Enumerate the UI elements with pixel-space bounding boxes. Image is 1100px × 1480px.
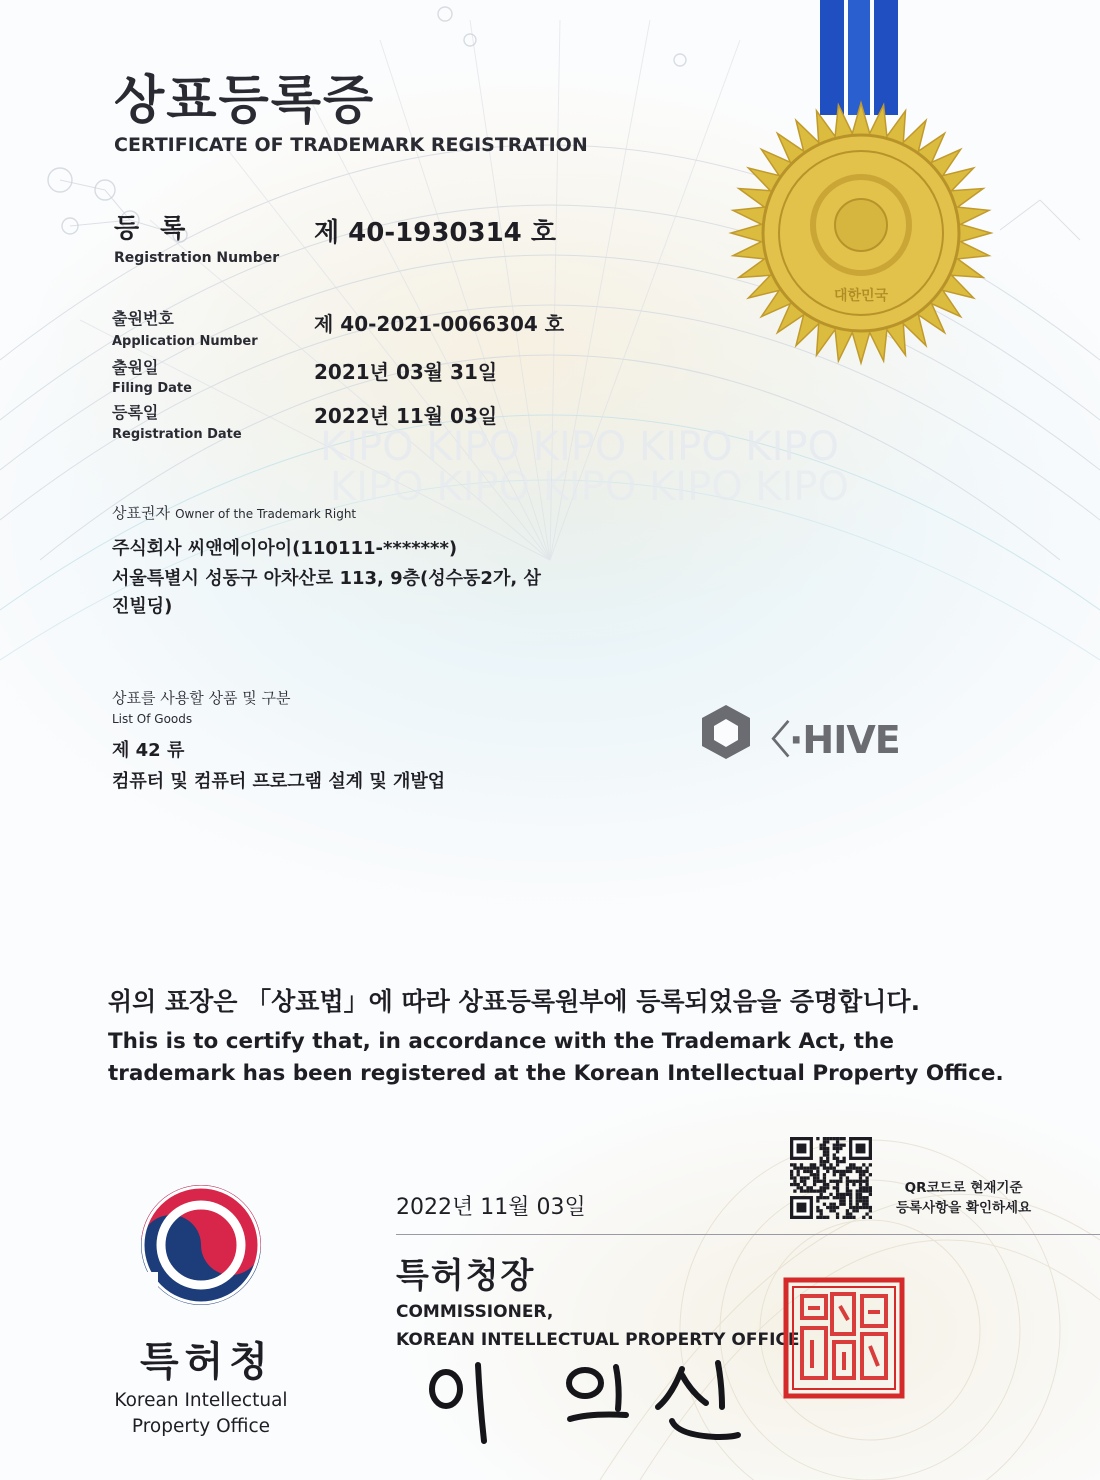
divider-line xyxy=(396,1234,1100,1235)
qr-module xyxy=(823,1176,826,1179)
qr-module xyxy=(790,1170,793,1173)
qr-module xyxy=(800,1180,803,1183)
qr-module xyxy=(849,1203,852,1206)
qr-module xyxy=(806,1170,809,1173)
qr-module xyxy=(852,1167,855,1170)
qr-module xyxy=(852,1209,855,1212)
qr-module xyxy=(797,1170,800,1173)
qr-module xyxy=(859,1176,862,1179)
qr-module xyxy=(839,1144,842,1147)
official-stamp xyxy=(782,1276,906,1400)
qr-module xyxy=(849,1196,852,1199)
qr-module xyxy=(842,1203,845,1206)
qr-module xyxy=(829,1193,832,1196)
commissioner-en-line1: COMMISSIONER, xyxy=(396,1302,554,1322)
qr-module xyxy=(839,1199,842,1202)
qr-module xyxy=(810,1163,813,1166)
qr-module xyxy=(846,1180,849,1183)
qr-module xyxy=(865,1167,868,1170)
qr-module xyxy=(820,1157,823,1160)
qr-module xyxy=(813,1163,816,1166)
qr-module xyxy=(797,1173,800,1176)
qr-module xyxy=(823,1160,826,1163)
qr-module xyxy=(859,1180,862,1183)
filing-label-en: Filing Date xyxy=(112,381,192,396)
qr-module xyxy=(849,1212,852,1215)
qr-module xyxy=(852,1183,855,1186)
qr-module xyxy=(836,1206,839,1209)
certification-statement-ko: 위의 표장은 「상표법」에 따라 상표등록원부에 등록되었음을 증명합니다. xyxy=(108,987,921,1016)
qr-module xyxy=(859,1173,862,1176)
office-name-ko: 특허청 xyxy=(140,1339,274,1385)
qr-module xyxy=(856,1196,859,1199)
qr-module xyxy=(869,1189,872,1192)
qr-module xyxy=(820,1209,823,1212)
qr-module xyxy=(793,1167,796,1170)
qr-module xyxy=(823,1163,826,1166)
qr-module xyxy=(862,1206,865,1209)
qr-module xyxy=(833,1203,836,1206)
qr-module xyxy=(836,1212,839,1215)
qr-module xyxy=(816,1170,819,1173)
commissioner-title-en xyxy=(396,1298,799,1354)
qr-module xyxy=(793,1180,796,1183)
qr-module xyxy=(816,1137,819,1140)
qr-module xyxy=(839,1196,842,1199)
qr-module xyxy=(842,1137,845,1140)
goods-label-en: List Of Goods xyxy=(112,712,193,726)
qr-module xyxy=(816,1180,819,1183)
application-label: 출원번호 xyxy=(112,309,174,328)
svg-text:KIPO KIPO KIPO KIPO KIPO: KIPO KIPO KIPO KIPO KIPO xyxy=(320,424,840,470)
qr-module xyxy=(810,1173,813,1176)
qr-module xyxy=(806,1189,809,1192)
qr-module xyxy=(846,1189,849,1192)
qr-module xyxy=(823,1150,826,1153)
owner-label-ko: 상표권자 xyxy=(112,504,170,522)
qr-module xyxy=(859,1186,862,1189)
goods-class: 제 42 류 xyxy=(112,740,185,761)
qr-module xyxy=(846,1176,849,1179)
qr-module xyxy=(849,1180,852,1183)
qr-module xyxy=(856,1180,859,1183)
qr-module xyxy=(869,1216,872,1219)
certificate-title: 상표등록증 xyxy=(114,71,376,131)
qr-module xyxy=(826,1147,829,1150)
filing-label: 출원일 xyxy=(112,358,159,377)
qr-module xyxy=(823,1189,826,1192)
qr-module xyxy=(856,1209,859,1212)
qr-module xyxy=(826,1150,829,1153)
qr-module xyxy=(856,1189,859,1192)
qr-module xyxy=(849,1193,852,1196)
qr-module xyxy=(823,1216,826,1219)
qr-module xyxy=(865,1206,868,1209)
qr-module xyxy=(862,1186,865,1189)
commissioner-en-line2: KOREAN INTELLECTUAL PROPERTY OFFICE xyxy=(396,1330,800,1350)
qr-module xyxy=(800,1176,803,1179)
qr-module xyxy=(849,1167,852,1170)
qr-module xyxy=(797,1186,800,1189)
qr-module xyxy=(826,1137,829,1140)
qr-module xyxy=(846,1170,849,1173)
qr-note-line1: QR코드로 현재기준 xyxy=(904,1180,1023,1196)
qr-module xyxy=(800,1186,803,1189)
qr-module xyxy=(810,1167,813,1170)
qr-module xyxy=(859,1196,862,1199)
qr-module xyxy=(849,1206,852,1209)
qr-module xyxy=(842,1160,845,1163)
qr-module xyxy=(800,1189,803,1192)
qr-module xyxy=(839,1180,842,1183)
qr-module xyxy=(816,1196,819,1199)
qr-module xyxy=(833,1167,836,1170)
qr-module xyxy=(797,1183,800,1186)
signature xyxy=(420,1355,760,1455)
qr-finder xyxy=(797,1144,807,1154)
qr-module xyxy=(846,1216,849,1219)
qr-module xyxy=(816,1209,819,1212)
qr-module xyxy=(849,1163,852,1166)
qr-module xyxy=(849,1189,852,1192)
qr-module xyxy=(836,1160,839,1163)
qr-module xyxy=(820,1196,823,1199)
qr-module xyxy=(810,1170,813,1173)
qr-module xyxy=(846,1167,849,1170)
qr-module xyxy=(846,1186,849,1189)
qr-module xyxy=(813,1180,816,1183)
registration-date-label: 등록일 xyxy=(112,403,159,422)
qr-module xyxy=(842,1199,845,1202)
qr-module xyxy=(869,1186,872,1189)
qr-module xyxy=(820,1163,823,1166)
qr-module xyxy=(862,1173,865,1176)
qr-module xyxy=(816,1173,819,1176)
qr-module xyxy=(862,1203,865,1206)
qr-module xyxy=(793,1163,796,1166)
qr-module xyxy=(836,1180,839,1183)
qr-module xyxy=(810,1189,813,1192)
qr-module xyxy=(839,1176,842,1179)
qr-module xyxy=(842,1144,845,1147)
qr-module xyxy=(823,1196,826,1199)
qr-module xyxy=(813,1189,816,1192)
owner-address-line1: 서울특별시 성동구 아차산로 113, 9층(성수동2가, 삼 xyxy=(112,568,541,589)
qr-module xyxy=(836,1137,839,1140)
qr-module xyxy=(859,1183,862,1186)
certification-statement-en: This is to certify that, in accordance with the Trademark Act, the trademark has been registered at the Korean Intellectual Property Office. xyxy=(108,1029,1004,1086)
qr-module xyxy=(829,1163,832,1166)
qr-module xyxy=(803,1167,806,1170)
qr-module xyxy=(793,1189,796,1192)
qr-module xyxy=(839,1203,842,1206)
qr-module xyxy=(829,1206,832,1209)
qr-module xyxy=(859,1199,862,1202)
qr-module xyxy=(842,1157,845,1160)
qr-module xyxy=(839,1160,842,1163)
qr-module xyxy=(816,1216,819,1219)
qr-module xyxy=(842,1216,845,1219)
qr-module xyxy=(833,1173,836,1176)
qr-module xyxy=(826,1196,829,1199)
qr-module xyxy=(790,1173,793,1176)
qr-module xyxy=(865,1196,868,1199)
qr-module xyxy=(862,1170,865,1173)
qr-module xyxy=(813,1176,816,1179)
qr-module xyxy=(823,1183,826,1186)
qr-module xyxy=(865,1176,868,1179)
qr-module xyxy=(839,1170,842,1173)
goods-label: 상표를 사용할 상품 및 구분 xyxy=(112,689,291,707)
svg-text:KIPO KIPO KIPO KIPO KIPO: KIPO KIPO KIPO KIPO KIPO xyxy=(330,464,850,510)
taegeuk-emblem xyxy=(138,1182,264,1308)
qr-module xyxy=(813,1173,816,1176)
application-label-en: Application Number xyxy=(112,334,258,349)
qr-module xyxy=(826,1167,829,1170)
qr-note-line2: 등록사항을 확인하세요 xyxy=(896,1200,1032,1216)
qr-module xyxy=(823,1147,826,1150)
qr-module xyxy=(869,1206,872,1209)
qr-module xyxy=(816,1199,819,1202)
qr-module xyxy=(836,1157,839,1160)
qr-code xyxy=(790,1137,872,1219)
qr-module xyxy=(820,1144,823,1147)
commissioner-title-ko: 특허청장 xyxy=(396,1256,536,1296)
qr-module xyxy=(862,1189,865,1192)
qr-module xyxy=(856,1206,859,1209)
qr-module xyxy=(803,1176,806,1179)
qr-module xyxy=(865,1212,868,1215)
qr-module xyxy=(836,1193,839,1196)
qr-module xyxy=(829,1180,832,1183)
qr-module xyxy=(806,1167,809,1170)
qr-module xyxy=(856,1193,859,1196)
office-name-en: Korean Intellectual Property Office xyxy=(114,1390,288,1437)
goods-description: 컴퓨터 및 컴퓨터 프로그램 설계 및 개발업 xyxy=(112,771,446,792)
qr-module xyxy=(793,1176,796,1179)
application-number: 제 40-2021-0066304 호 xyxy=(314,312,565,336)
qr-module xyxy=(823,1153,826,1156)
qr-module xyxy=(816,1189,819,1192)
qr-module xyxy=(816,1176,819,1179)
qr-module xyxy=(846,1183,849,1186)
qr-module xyxy=(856,1167,859,1170)
qr-module xyxy=(820,1216,823,1219)
qr-module xyxy=(810,1186,813,1189)
qr-module xyxy=(865,1189,868,1192)
qr-module xyxy=(842,1173,845,1176)
qr-module xyxy=(813,1183,816,1186)
qr-module xyxy=(862,1196,865,1199)
qr-module xyxy=(856,1203,859,1206)
qr-module xyxy=(842,1196,845,1199)
qr-module xyxy=(833,1170,836,1173)
qr-module xyxy=(865,1203,868,1206)
owner-name: 주식회사 씨앤에이아이(110111-*******) xyxy=(112,538,458,559)
qr-module xyxy=(852,1163,855,1166)
qr-module xyxy=(859,1189,862,1192)
qr-module xyxy=(829,1167,832,1170)
registration-date-label-en: Registration Date xyxy=(112,427,242,442)
registration-number: 제 40-1930314 호 xyxy=(314,218,556,248)
qr-module xyxy=(865,1183,868,1186)
qr-module xyxy=(869,1193,872,1196)
qr-module xyxy=(839,1173,842,1176)
hexagon-icon xyxy=(698,703,754,761)
qr-module xyxy=(793,1183,796,1186)
qr-module xyxy=(842,1193,845,1196)
qr-module xyxy=(826,1206,829,1209)
qr-module xyxy=(823,1173,826,1176)
qr-module xyxy=(806,1176,809,1179)
qr-module xyxy=(823,1186,826,1189)
qr-module xyxy=(826,1160,829,1163)
qr-module xyxy=(859,1193,862,1196)
qr-module xyxy=(869,1209,872,1212)
qr-module xyxy=(836,1189,839,1192)
qr-module xyxy=(859,1206,862,1209)
qr-module xyxy=(833,1144,836,1147)
qr-module xyxy=(813,1167,816,1170)
qr-module xyxy=(823,1180,826,1183)
qr-module xyxy=(836,1140,839,1143)
certificate-title-en: CERTIFICATE OF TRADEMARK REGISTRATION xyxy=(114,134,588,156)
qr-module xyxy=(836,1186,839,1189)
qr-module xyxy=(829,1203,832,1206)
qr-module xyxy=(800,1167,803,1170)
qr-module xyxy=(806,1186,809,1189)
qr-module xyxy=(826,1186,829,1189)
qr-note xyxy=(896,1178,1031,1218)
qr-module xyxy=(852,1216,855,1219)
qr-module xyxy=(849,1199,852,1202)
qr-module xyxy=(852,1206,855,1209)
qr-module xyxy=(833,1153,836,1156)
qr-module xyxy=(839,1137,842,1140)
qr-module xyxy=(836,1170,839,1173)
qr-module xyxy=(833,1137,836,1140)
qr-module xyxy=(859,1170,862,1173)
registration-label: 등 록 xyxy=(114,214,192,244)
qr-module xyxy=(800,1163,803,1166)
qr-module xyxy=(820,1147,823,1150)
qr-module xyxy=(833,1209,836,1212)
issue-date: 2022년 11월 03일 xyxy=(396,1195,586,1220)
qr-module xyxy=(820,1193,823,1196)
qr-module xyxy=(833,1180,836,1183)
qr-module xyxy=(836,1150,839,1153)
registration-date: 2022년 11월 03일 xyxy=(314,404,498,428)
qr-module xyxy=(803,1183,806,1186)
qr-module xyxy=(803,1189,806,1192)
qr-module xyxy=(852,1180,855,1183)
trademark-text: 〈·HIVE xyxy=(752,718,900,762)
qr-module xyxy=(820,1189,823,1192)
qr-module xyxy=(803,1170,806,1173)
qr-module xyxy=(869,1163,872,1166)
qr-module xyxy=(823,1203,826,1206)
owner-address-line2: 진빌딩) xyxy=(112,596,173,617)
qr-module xyxy=(833,1186,836,1189)
qr-module xyxy=(820,1160,823,1163)
qr-module xyxy=(790,1163,793,1166)
qr-module xyxy=(859,1167,862,1170)
qr-module xyxy=(803,1180,806,1183)
qr-module xyxy=(862,1180,865,1183)
qr-module xyxy=(790,1183,793,1186)
qr-module xyxy=(833,1206,836,1209)
qr-module xyxy=(826,1170,829,1173)
qr-module xyxy=(836,1196,839,1199)
qr-module xyxy=(826,1153,829,1156)
qr-module xyxy=(865,1180,868,1183)
qr-module xyxy=(836,1144,839,1147)
qr-module xyxy=(865,1170,868,1173)
qr-module xyxy=(823,1137,826,1140)
qr-module xyxy=(797,1167,800,1170)
qr-module xyxy=(826,1140,829,1143)
qr-module xyxy=(856,1199,859,1202)
qr-module xyxy=(829,1209,832,1212)
qr-module xyxy=(826,1183,829,1186)
qr-module xyxy=(816,1167,819,1170)
qr-module xyxy=(816,1206,819,1209)
qr-module xyxy=(833,1196,836,1199)
qr-module xyxy=(836,1147,839,1150)
qr-finder xyxy=(797,1203,807,1213)
qr-module xyxy=(820,1212,823,1215)
qr-module xyxy=(833,1157,836,1160)
qr-module xyxy=(836,1216,839,1219)
qr-module xyxy=(842,1170,845,1173)
qr-module xyxy=(839,1147,842,1150)
qr-module xyxy=(862,1163,865,1166)
qr-module xyxy=(823,1140,826,1143)
qr-module xyxy=(862,1199,865,1202)
qr-module xyxy=(862,1216,865,1219)
registration-label-en: Registration Number xyxy=(114,250,280,266)
qr-module xyxy=(829,1137,832,1140)
qr-module xyxy=(849,1170,852,1173)
qr-module xyxy=(823,1167,826,1170)
qr-module xyxy=(856,1170,859,1173)
qr-module xyxy=(820,1186,823,1189)
owner-label xyxy=(112,502,356,523)
qr-module xyxy=(820,1180,823,1183)
qr-module xyxy=(846,1193,849,1196)
owner-label-en: Owner of the Trademark Right xyxy=(175,507,357,521)
qr-module xyxy=(823,1144,826,1147)
qr-module xyxy=(790,1176,793,1179)
qr-module xyxy=(833,1147,836,1150)
qr-module xyxy=(826,1157,829,1160)
qr-module xyxy=(865,1199,868,1202)
qr-finder xyxy=(856,1144,866,1154)
qr-module xyxy=(846,1209,849,1212)
qr-module xyxy=(865,1186,868,1189)
qr-module xyxy=(839,1193,842,1196)
qr-module xyxy=(836,1183,839,1186)
svg-text:대한민국: 대한민국 xyxy=(833,288,889,304)
filing-date: 2021년 03월 31일 xyxy=(314,360,498,384)
qr-module xyxy=(826,1216,829,1219)
qr-module xyxy=(869,1173,872,1176)
qr-module xyxy=(846,1212,849,1215)
qr-module xyxy=(836,1163,839,1166)
qr-module xyxy=(849,1216,852,1219)
